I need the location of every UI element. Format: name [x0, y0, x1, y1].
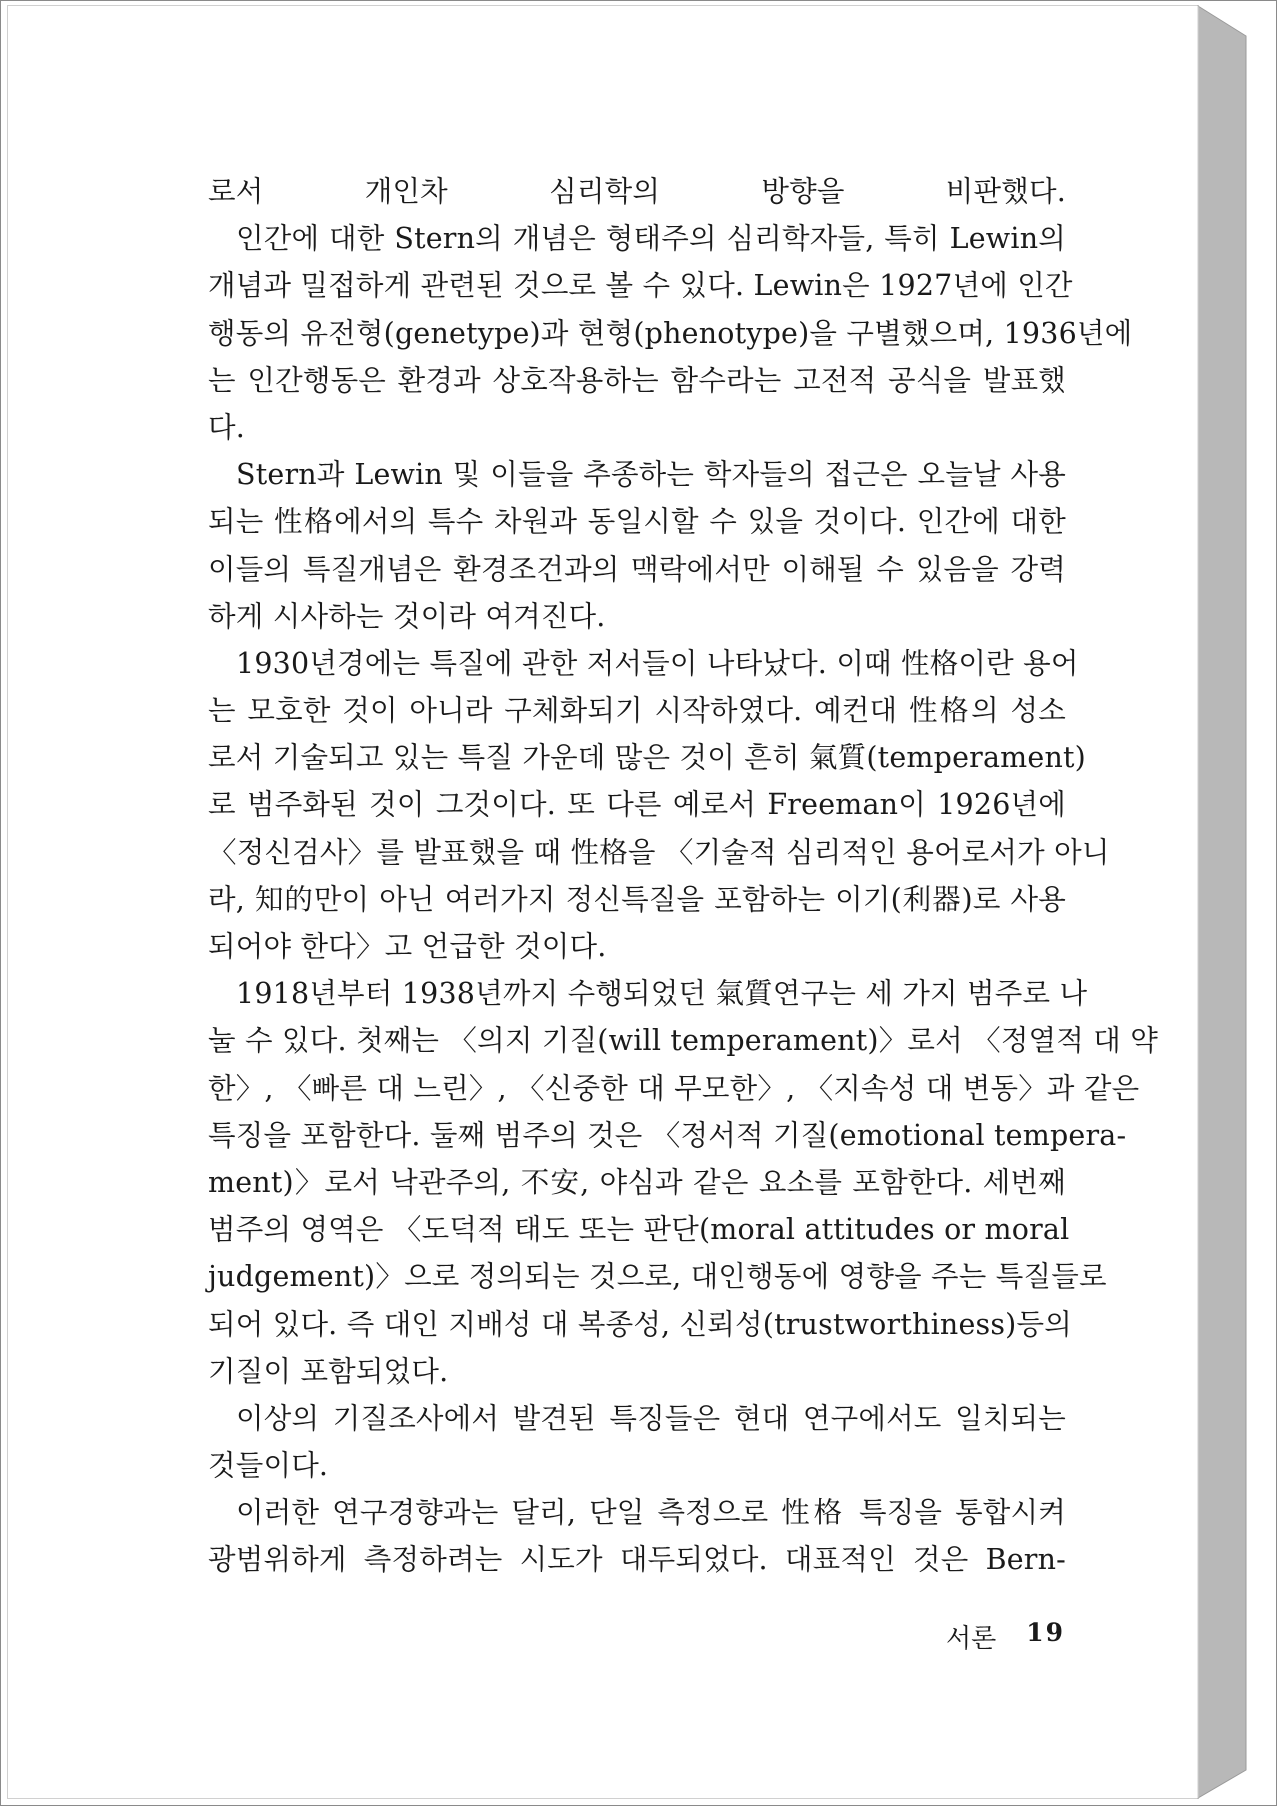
document-page — [8, 6, 1198, 1798]
text-line: 로서 기술되고 있는 특질 가운데 많은 것이 흔히 氣質(temperament) — [208, 741, 1086, 775]
text-line: 기질이 포함되었다. — [208, 1354, 449, 1388]
text-line: 인간에 대한 Stern의 개념은 형태주의 심리학자들, 특히 Lewin의 — [236, 222, 1066, 256]
text-line: 특징을 포함한다. 둘째 범주의 것은 〈정서적 기질(emotional tempera- — [208, 1118, 1127, 1152]
text-line: 라, 知的만이 아닌 여러가지 정신특질을 포함하는 이기(利器)로 사용 — [208, 882, 1066, 916]
page-footer — [946, 1618, 1065, 1655]
text-line: 〈정신검사〉를 발표했을 때 性格을 〈기술적 심리적인 용어로서가 아니 — [208, 835, 1110, 869]
text-line: 되어 있다. 즉 대인 지배성 대 복종성, 신뢰성(trustworthiness)등의 — [208, 1307, 1072, 1341]
text-line: 것들이다. — [208, 1449, 329, 1483]
text-line: 다. — [208, 410, 245, 444]
text-line: 이러한 연구경향과는 달리, 단일 측정으로 性格 특징을 통합시켜 — [236, 1496, 1066, 1530]
text-line: ment)〉로서 낙관주의, 不安, 야심과 같은 요소를 포함한다. 세번째 — [208, 1165, 1066, 1199]
text-line: 되어야 한다〉고 언급한 것이다. — [208, 930, 607, 963]
text-line: 로 범주화된 것이 그것이다. 또 다른 예로서 Freeman이 1926년에 — [208, 788, 1066, 822]
text-line: Stern과 Lewin 및 이들을 추종하는 학자들의 접근은 오늘날 사용 — [236, 458, 1066, 492]
text-line: judgement)〉으로 정의되는 것으로, 대인행동에 영향을 주는 특질들로 — [208, 1260, 1107, 1294]
body-text — [208, 168, 1158, 1584]
text-line: 광범위하게 측정하려는 시도가 대두되었다. 대표적인 것은 Bern- — [208, 1543, 1066, 1577]
text-line: 이상의 기질조사에서 발견된 특징들은 현대 연구에서도 일치되는 — [236, 1401, 1066, 1435]
text-line: 개념과 밀접하게 관련된 것으로 볼 수 있다. Lewin은 1927년에 인간 — [208, 269, 1073, 303]
page-number: 19 — [1026, 1618, 1066, 1647]
text-line: 하게 시사하는 것이라 여겨진다. — [208, 599, 606, 633]
text-line: 행동의 유전형(genetype)과 현형(phenotype)을 구별했으며, 1936년에 — [208, 316, 1133, 350]
text-line: 되는 性格에서의 특수 차원과 동일시할 수 있을 것이다. 인간에 대한 — [208, 505, 1066, 539]
text-line: 이들의 특질개념은 환경조건과의 맥락에서만 이해될 수 있음을 강력 — [208, 552, 1066, 586]
text-line: 한〉, 〈빠른 대 느린〉, 〈신중한 대 무모한〉, 〈지속성 대 변동〉과 같은 — [208, 1071, 1140, 1105]
text-line: 1918년부터 1938년까지 수행되었던 氣質연구는 세 가지 범주로 나 — [236, 977, 1088, 1011]
text-line: 범주의 영역은 〈도덕적 태도 또는 판단(moral attitudes or moral — [208, 1213, 1070, 1247]
text-line: 는 모호한 것이 아니라 구체화되기 시작하였다. 예컨대 性格의 성소 — [208, 694, 1066, 728]
text-line: 눌 수 있다. 첫째는 〈의지 기질(will temperament)〉로서 〈정열적 대 약 — [208, 1024, 1158, 1058]
text-line: 1930년경에는 특질에 관한 저서들이 나타났다. 이때 性格이란 용어 — [236, 646, 1079, 680]
running-section-title: 서론 — [946, 1624, 997, 1654]
text-line: 로서 개인차 심리학의 방향을 비판했다. — [208, 175, 1066, 208]
text-line: 는 인간행동은 환경과 상호작용하는 함수라는 고전적 공식을 발표했 — [208, 363, 1066, 397]
